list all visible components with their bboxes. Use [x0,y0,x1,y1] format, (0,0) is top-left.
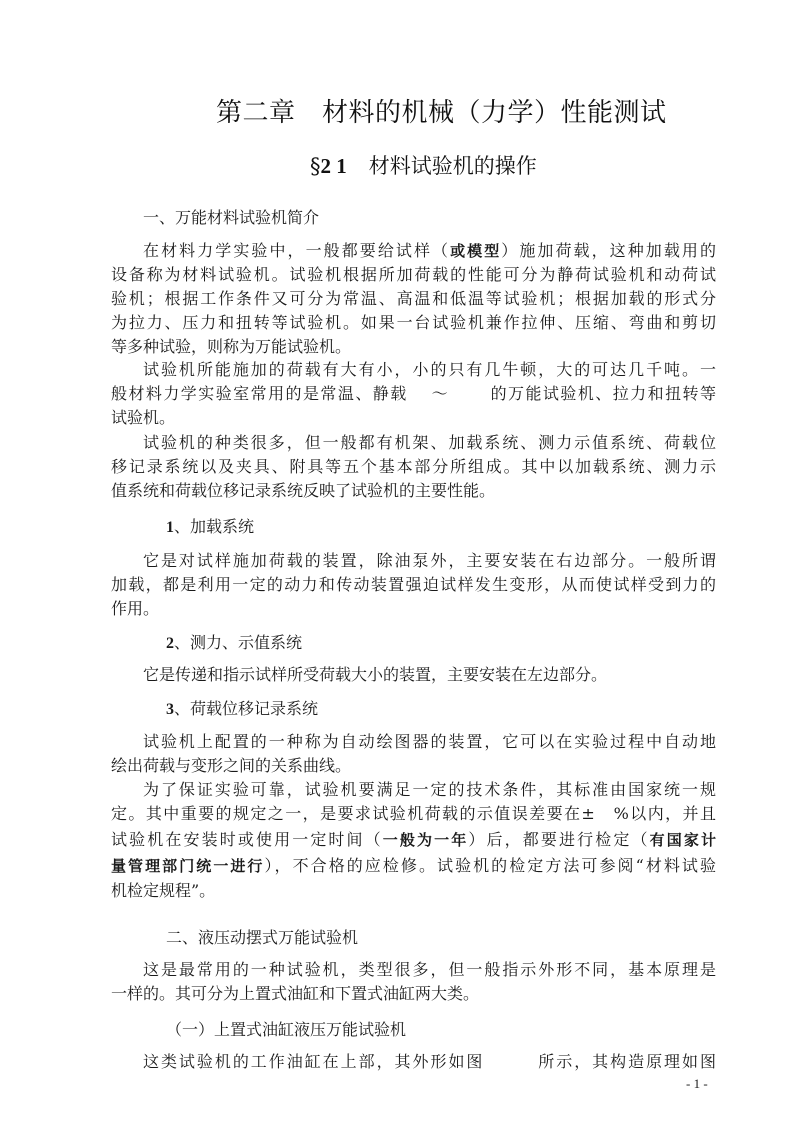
bold-text: 有国家计 [649,831,716,849]
paragraph-line: 般材料力学实验室常用的是常温、静载 ～ 的万能试验机、拉力和扭转等 [111,384,716,403]
paragraph-line: 试验机的种类很多，但一般都有机架、加载系统、测力示值系统、荷载位 [143,433,716,452]
paragraph-line: 设备称为材料试验机。试验机根据所加荷载的性能可分为静荷试验机和动荷试 [111,265,716,284]
chapter-title: 第二章 材料的机械（力学）性能测试 [216,98,667,128]
subheading-upper-cylinder: （一）上置式油缸液压万能试验机 [166,1020,407,1039]
paragraph-line: 定。其中重要的规定之一，是要求试验机荷载的示值误差要在± %以内，并且 [111,804,716,823]
paragraph-line: 这类试验机的工作油缸在上部，其外形如图 所示，其构造原理如图 [143,1052,716,1071]
paragraph-line: 机检定规程”。 [111,881,216,900]
paragraph-line: 加载，都是利用一定的动力和传动装置强迫试样发生变形，从而使试样受到力的 [111,575,716,594]
heading-part2: 二、液压动摆式万能试验机 [166,928,359,947]
paragraph-line: 试验机。 [111,408,176,427]
paragraph-line: 为拉力、压力和扭转等试验机。如果一台试验机兼作拉伸、压缩、弯曲和剪切 [111,313,716,332]
paragraph-line: 一样的。其可分为上置式油缸和下置式油缸两大类。 [111,984,480,1003]
section-name: 材料试验机的操作 [368,154,537,178]
paragraph-line: 在材料力学实验中，一般都要给试样（或模型）施加荷载，这种加载用的 [143,241,716,260]
paragraph-line: 试验机所能施加的荷载有大有小，小的只有几牛顿，大的可达几千吨。一 [143,360,716,379]
paragraph-line: 这是最常用的一种试验机，类型很多，但一般指示外形不同，基本原理是 [143,960,716,979]
paragraph-line: 绘出荷载与变形之间的关系曲线。 [111,756,352,775]
paragraph-line: 它是对试样施加荷载的装置，除油泵外，主要安装在右边部分。一般所谓 [143,551,716,570]
section-symbol: § [310,154,321,178]
paragraph-line: 验机；根据工作条件又可分为常温、高温和低温等试验机；根据加载的形式分 [111,289,716,308]
bold-text: 量管理部门统一进行 [111,857,265,875]
paragraph-line: 试验机在安装时或使用一定时间（一般为一年）后，都要进行检定（有国家计 [111,830,716,849]
paragraph-line: 移记录系统以及夹具、附具等五个基本部分所组成。其中以加载系统、测力示 [111,457,716,476]
heading-part1: 一、万能材料试验机简介 [143,208,320,227]
page-number: - 1 - [686,1076,708,1091]
bold-text: 一般为一年 [382,831,469,849]
section-title [310,150,537,180]
paragraph-line: 试验机上配置的一种称为自动绘图器的装置，它可以在实验过程中自动地 [143,732,716,751]
subheading-measuring-system: 2、测力、示值系统 [166,633,303,652]
subheading-loading-system: 1、加载系统 [166,517,255,536]
section-number: 2 1 [320,154,347,178]
paragraph-line: 值系统和荷载位移记录系统反映了试验机的主要性能。 [111,481,496,500]
paragraph-line: 为了保证实验可靠，试验机要满足一定的技术条件，其标准由国家统一规 [143,780,716,799]
paragraph-line: 它是传递和指示试样所受荷载大小的装置，主要安装在左边部分。 [143,665,608,684]
bold-text: 或模型 [450,242,502,260]
subheading-recording-system: 3、荷载位移记录系统 [166,699,319,718]
paragraph-line: 等多种试验，则称为万能试验机。 [111,337,352,356]
paragraph-line: 量管理部门统一进行），不合格的应检修。试验机的检定方法可参阅“材料试验 [111,856,716,875]
paragraph-line: 作用。 [111,599,160,618]
